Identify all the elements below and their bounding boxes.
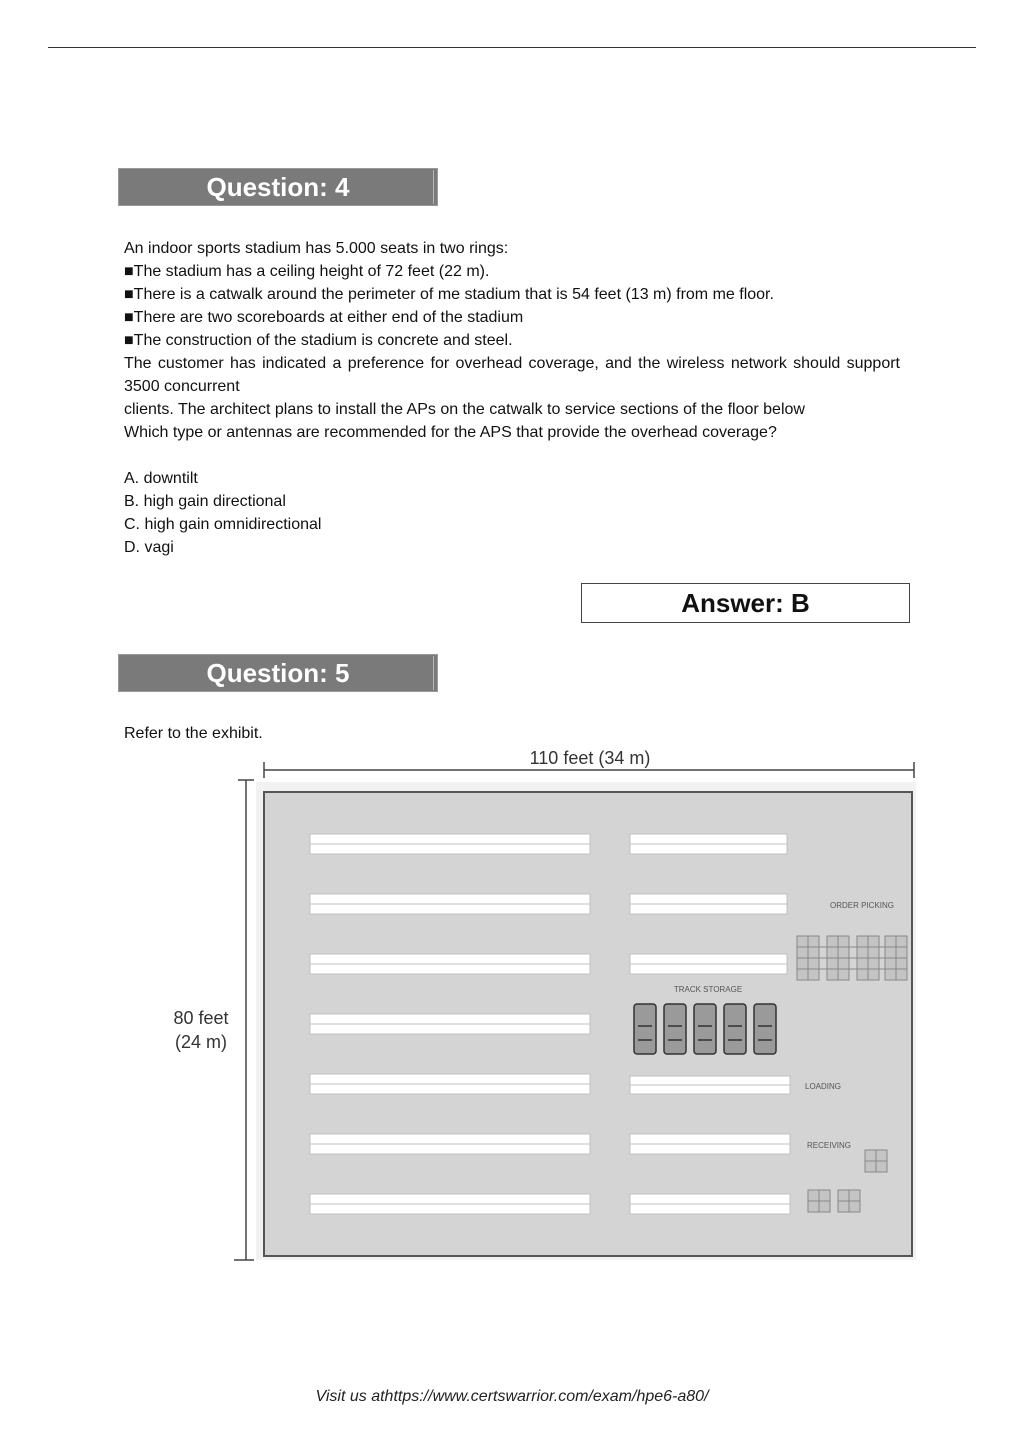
question-4-title: Question: 4 [118,168,438,206]
receiving-label: RECEIVING [807,1141,852,1150]
question-5-intro: Refer to the exhibit. [124,725,263,742]
question-4-paragraph: The customer has indicated a preference for overhead coverage, and the wireless network should support 3500 concurrent [124,355,900,395]
height-label: 80 feet [173,1008,229,1028]
question-4-line: ■There is a catwalk around the perimeter of me stadium that is 54 feet (13 m) from me floor. [124,286,774,303]
width-label: 110 feet (34 m) [529,748,651,768]
question-4-prompt: Which type or antennas are recommended for the APS that provide the overhead coverage? [124,424,777,441]
question-4-body [124,237,900,559]
question-4-line: An indoor sports stadium has 5.000 seats in two rings: [124,240,509,257]
question-5-title: Question: 5 [118,654,438,692]
question-4-line: ■The stadium has a ceiling height of 72 feet (22 m). [124,263,490,280]
footer-link-text: Visit us athttps://www.certswarrior.com/exam/hpe6-a80/ [315,1388,709,1405]
order-picking-label: ORDER PICKING [830,901,895,910]
forklift-trucks [634,1004,776,1054]
header-rule [48,47,976,48]
answer-option-a: A. downtilt [124,470,198,487]
warehouse-floor-plan-exhibit [160,740,930,1270]
question-4-line: ■The construction of the stadium is concrete and steel. [124,332,513,349]
answer-option-b: B. high gain directional [124,493,286,510]
height-label-metric: (24 m) [174,1032,228,1052]
answer-box: Answer: B [581,583,910,623]
answer-option-c: C. high gain omnidirectional [124,516,322,533]
loading-label: LOADING [805,1082,842,1091]
question-4-line: ■There are two scoreboards at either end of the stadium [124,309,524,326]
answer-option-d: D. vagi [124,539,174,556]
question-4-line: clients. The architect plans to install the APs on the catwalk to service sections of the floor below [124,401,805,418]
track-storage-label: TRACK STORAGE [673,985,743,994]
